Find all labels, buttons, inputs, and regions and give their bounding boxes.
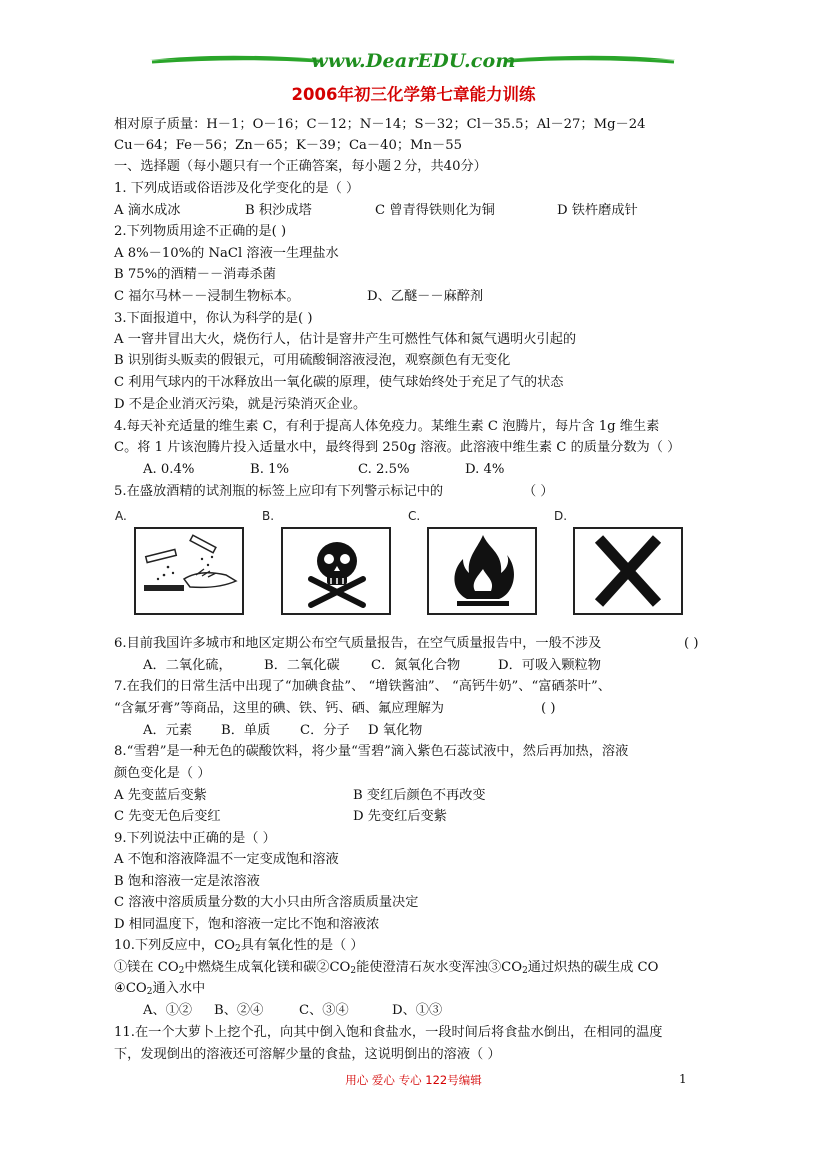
page-number: 1 bbox=[679, 1072, 687, 1086]
sign-label-c: C. bbox=[408, 509, 421, 523]
question-9-option-c: C 溶液中溶质质量分数的大小只由所含溶质质量决定 bbox=[114, 895, 419, 910]
question-4-line-2: C。将 1 片该泡腾片投入适量水中，最终得到 250g 溶液。此溶液中维生素 C 的质量分数为（ ） bbox=[114, 440, 681, 455]
question-6-option-b: B．二氧化碳 bbox=[264, 658, 340, 673]
question-8-option-d: D 先变红后变紫 bbox=[353, 809, 447, 824]
question-10-option-c: C、③④ bbox=[299, 1003, 349, 1018]
question-7-line-1: 7.在我们的日常生活中出现了“加碘食盐”、 “增铁酱油”、 “高钙牛奶”、“富硒茶叶”、 bbox=[114, 679, 611, 694]
question-8-line-2: 颜色变化是（ ） bbox=[114, 766, 211, 781]
corrosive-icon bbox=[134, 527, 244, 615]
question-8-option-b: B 变红后颜色不再改变 bbox=[353, 788, 486, 803]
sign-label-b: B. bbox=[262, 509, 275, 523]
question-6-option-c: C．氮氧化合物 bbox=[371, 658, 461, 673]
question-10-statements-line-2: $④CO_2$通入水中 bbox=[114, 981, 206, 997]
question-7-answer-blank: ( ) bbox=[541, 701, 556, 716]
site-header bbox=[0, 48, 827, 78]
sign-label-a: A. bbox=[115, 509, 127, 523]
question-6-stem: 6.目前我国许多城市和地区定期公布空气质量报告，在空气质量报告中，一般不涉及 bbox=[114, 636, 602, 651]
question-3-option-a: A 一窨井冒出大火，烧伤行人，估计是窨井产生可燃性气体和氮气遇明火引起的 bbox=[114, 332, 577, 347]
question-4-option-d: D. 4% bbox=[465, 462, 505, 477]
question-4-line-1: 4.每天补充适量的维生素 C，有利于提高人体免疫力。某维生素 C 泡腾片，每片含 1g 维生素 bbox=[114, 419, 660, 434]
page-title: 2006年初三化学第七章能力训练 bbox=[291, 85, 536, 104]
question-5-answer-blank: （ ） bbox=[523, 484, 554, 499]
question-10-option-b: B、②④ bbox=[214, 1003, 264, 1018]
harmful-x-icon bbox=[573, 527, 683, 615]
question-9-option-a: A 不饱和溶液降温不一定变成饱和溶液 bbox=[114, 852, 339, 867]
question-7-option-d: D 氧化物 bbox=[368, 723, 423, 738]
site-name: www.DearEDU.com bbox=[311, 50, 516, 72]
section-heading: 一、选择题（每小题只有一个正确答案，每小题２分，共40分） bbox=[114, 159, 487, 174]
page-footer: 用心 爱心 专心 122号编辑 bbox=[345, 1073, 482, 1087]
question-11-line-2: 下，发现倒出的溶液还可溶解少量的食盐，这说明倒出的溶液（ ） bbox=[114, 1047, 501, 1062]
question-2-option-b: B 75%的酒精－－消毒杀菌 bbox=[114, 267, 276, 282]
question-2-option-d: D、乙醚－－麻醉剂 bbox=[367, 289, 484, 304]
question-7-option-c: C．分子 bbox=[300, 723, 350, 738]
question-9-option-d: D 相同温度下，饱和溶液一定比不饱和溶液浓 bbox=[114, 917, 380, 932]
question-6-option-d: D．可吸入颗粒物 bbox=[498, 658, 601, 673]
question-3-option-b: B 识别街头贩卖的假银元，可用硫酸铜溶液浸泡，观察颜色有无变化 bbox=[114, 353, 511, 368]
question-2-stem: 2.下列物质用途不正确的是( ) bbox=[114, 224, 287, 239]
question-1-stem: 1. 下列成语或俗语涉及化学变化的是（ ） bbox=[114, 181, 360, 196]
question-2-option-a: A 8%－10%的 NaCl 溶液一生理盐水 bbox=[114, 246, 339, 261]
question-8-line-1: 8.“雪碧”是一种无色的碳酸饮料，将少量“雪碧”滴入紫色石蕊试液中，然后再加热，溶液 bbox=[114, 744, 629, 759]
question-10-statements-line-1: ①镁在 $CO_2$中燃烧生成氧化镁和碳$②CO_2$能使澄清石灰水变浑浊$③CO_2$通过炽热的碳生成 CO bbox=[114, 960, 659, 976]
question-1-option-c: C 曾青得铁则化为铜 bbox=[375, 203, 495, 218]
question-3-stem: 3.下面报道中，你认为科学的是( ) bbox=[114, 311, 313, 326]
question-10-option-d: D、①③ bbox=[392, 1003, 443, 1018]
flammable-flame-icon bbox=[427, 527, 537, 615]
question-3-option-d: D 不是企业消灭污染，就是污染消灭企业。 bbox=[114, 397, 367, 412]
question-4-option-a: A. 0.4% bbox=[143, 462, 195, 477]
question-4-option-b: B. 1% bbox=[250, 462, 289, 477]
question-6-answer-blank: ( ) bbox=[684, 636, 699, 651]
question-7-option-a: A．元素 bbox=[143, 723, 193, 738]
question-8-option-c: C 先变无色后变红 bbox=[114, 809, 221, 824]
question-10-stem: 10.下列反应中，$CO_2$具有氧化性的是（ ） bbox=[114, 938, 364, 954]
question-4-option-c: C. 2.5% bbox=[358, 462, 410, 477]
question-10-option-a: A、①② bbox=[143, 1003, 193, 1018]
question-1-option-b: B 积沙成塔 bbox=[245, 203, 312, 218]
atomic-mass-line-2: Cu－64；Fe－56；Zn－65；K－39；Ca－40；Mn－55 bbox=[114, 138, 463, 153]
question-1-option-a: A 滴水成冰 bbox=[114, 203, 181, 218]
question-9-stem: 9.下列说法中正确的是（ ） bbox=[114, 831, 276, 846]
question-5-stem: 5.在盛放酒精的试剂瓶的标签上应印有下列警示标记中的 bbox=[114, 484, 444, 499]
question-8-option-a: A 先变蓝后变紫 bbox=[114, 788, 207, 803]
question-3-option-c: C 利用气球内的干冰释放出一氧化碳的原理，使气球始终处于充足了气的状态 bbox=[114, 375, 564, 390]
question-9-option-b: B 饱和溶液一定是浓溶液 bbox=[114, 874, 260, 889]
question-11-line-1: 11.在一个大萝卜上挖个孔，向其中倒入饱和食盐水，一段时间后将食盐水倒出，在相同的温度 bbox=[114, 1025, 663, 1040]
atomic-mass-line-1: 相对原子质量：H－1；O－16；C－12；N－14；S－32；Cl－35.5；Al－27；Mg－24 bbox=[114, 117, 646, 132]
question-7-option-b: B．单质 bbox=[221, 723, 271, 738]
poison-skull-icon bbox=[281, 527, 391, 615]
question-7-line-2: “含氟牙膏”等商品，这里的碘、铁、钙、硒、氟应理解为 bbox=[114, 701, 444, 716]
question-2-option-c: C 福尔马林－－浸制生物标本。 bbox=[114, 289, 300, 304]
question-1-option-d: D 铁杵磨成针 bbox=[557, 203, 638, 218]
question-6-option-a: A．二氧化硫， bbox=[143, 658, 232, 673]
sign-label-d: D. bbox=[554, 509, 568, 523]
